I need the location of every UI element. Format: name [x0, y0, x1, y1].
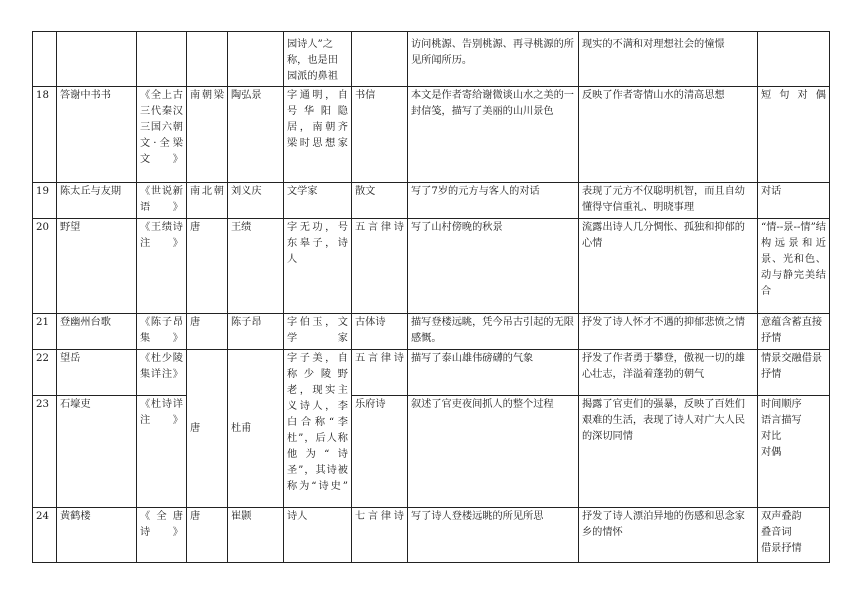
- cell-num: 20: [33, 219, 57, 314]
- cell-genre: 书信: [352, 87, 408, 183]
- cell-source: 《杜少陵集详注》: [137, 350, 187, 396]
- literature-table: [32, 31, 830, 563]
- cell-author-info: 字伯玉，文学家: [284, 314, 352, 350]
- cell-genre: 五言律诗: [352, 219, 408, 314]
- cell-source: 《世说新语》: [137, 183, 187, 219]
- cell-source: 《全上古三代秦汉三国六朝文·全梁文》: [137, 87, 187, 183]
- cell-dynasty: 唐: [187, 350, 228, 508]
- cell-author: [228, 32, 284, 87]
- table-row: [33, 183, 830, 219]
- cell-source: 《王绩诗注》: [137, 219, 187, 314]
- cell-author: 崔颢: [228, 508, 284, 563]
- table-row: [33, 87, 830, 183]
- cell-dynasty: 唐: [187, 219, 228, 314]
- cell-author-info: 字子美，自称少陵野老，现实主义诗人，李白合称“李杜”，后人称他为“诗圣”，其诗被称为“诗史”: [284, 350, 352, 508]
- table-row: [33, 219, 830, 314]
- cell-author: 陶弘景: [228, 87, 284, 183]
- cell-author-info: 字无功，号东皋子，诗人: [284, 219, 352, 314]
- cell-num: 19: [33, 183, 57, 219]
- cell-theme: 表现了元方不仅聪明机智，而且自幼懂得守信重礼、明晓事理: [579, 183, 758, 219]
- cell-content: 写了诗人登楼远眺的所见所思: [408, 508, 579, 563]
- cell-title: [57, 32, 137, 87]
- cell-title: 登幽州台歌: [57, 314, 137, 350]
- cell-num: 18: [33, 87, 57, 183]
- cell-content: 写了山村傍晚的秋景: [408, 219, 579, 314]
- cell-theme: 抒发了诗人怀才不遇的抑郁悲愤之情: [579, 314, 758, 350]
- cell-content: 描写登楼远眺，凭今吊古引起的无限感慨。: [408, 314, 579, 350]
- cell-author: 王绩: [228, 219, 284, 314]
- table-row: [33, 350, 830, 396]
- cell-genre: 乐府诗: [352, 396, 408, 508]
- cell-source: 《全唐诗》: [137, 508, 187, 563]
- cell-genre: 散文: [352, 183, 408, 219]
- cell-content: 描写了泰山雄伟磅礴的气象: [408, 350, 579, 396]
- cell-theme: 流露出诗人几分惆怅、孤独和抑郁的心情: [579, 219, 758, 314]
- cell-num: 24: [33, 508, 57, 563]
- cell-num: 21: [33, 314, 57, 350]
- cell-source: 《杜诗详注》: [137, 396, 187, 508]
- cell-dynasty: 唐: [187, 508, 228, 563]
- cell-author-info: 园诗人”之称，也是田园派的鼻祖: [284, 32, 352, 87]
- cell-num: 23: [33, 396, 57, 508]
- cell-technique: 情景交融借景抒情: [758, 350, 830, 396]
- cell-technique: 双声叠韵 叠音词 借景抒情: [758, 508, 830, 563]
- cell-technique: [758, 32, 830, 87]
- cell-technique: 意蕴含蓄直接抒情: [758, 314, 830, 350]
- cell-theme: 抒发了诗人漂泊异地的伤感和思念家乡的情怀: [579, 508, 758, 563]
- cell-title: 陈太丘与友期: [57, 183, 137, 219]
- table-row: [33, 508, 830, 563]
- cell-genre: [352, 32, 408, 87]
- cell-theme: 反映了作者寄情山水的清高思想: [579, 87, 758, 183]
- table-row: [33, 396, 830, 508]
- cell-dynasty: 唐: [187, 314, 228, 350]
- table-row: [33, 32, 830, 87]
- cell-technique: “情--景--情”结构远景和近景、光和色、动与静完美结合: [758, 219, 830, 314]
- cell-technique: 时间顺序 语言描写 对比 对偶: [758, 396, 830, 508]
- cell-author-info: 字通明，自号华阳隐居，南朝齐梁时思想家: [284, 87, 352, 183]
- cell-content: 本文是作者寄给谢微谈山水之美的一封信笺，描写了美丽的山川景色: [408, 87, 579, 183]
- cell-author: 陈子昂: [228, 314, 284, 350]
- cell-dynasty: 南北朝: [187, 183, 228, 219]
- cell-genre: 七言律诗: [352, 508, 408, 563]
- cell-source: 《陈子昂集》: [137, 314, 187, 350]
- cell-theme: 抒发了作者勇于攀登，傲视一切的雄心壮志，洋溢着蓬勃的朝气: [579, 350, 758, 396]
- cell-title: 野望: [57, 219, 137, 314]
- cell-content: 访问桃源、告别桃源、再寻桃源的所见所闻所历。: [408, 32, 579, 87]
- cell-title: 黄鹤楼: [57, 508, 137, 563]
- cell-num: [33, 32, 57, 87]
- cell-author-info: 诗人: [284, 508, 352, 563]
- table-row: [33, 314, 830, 350]
- cell-technique: 对话: [758, 183, 830, 219]
- cell-genre: 古体诗: [352, 314, 408, 350]
- cell-dynasty: 南朝梁: [187, 87, 228, 183]
- cell-theme: 现实的不满和对理想社会的憧憬: [579, 32, 758, 87]
- cell-author: 杜甫: [228, 350, 284, 508]
- cell-num: 22: [33, 350, 57, 396]
- cell-author: 刘义庆: [228, 183, 284, 219]
- cell-title: 答谢中书书: [57, 87, 137, 183]
- cell-title: 望岳: [57, 350, 137, 396]
- cell-genre: 五言律诗: [352, 350, 408, 396]
- cell-source: [137, 32, 187, 87]
- cell-title: 石壕吏: [57, 396, 137, 508]
- cell-content: 写了7岁的元方与客人的对话: [408, 183, 579, 219]
- cell-content: 叙述了官吏夜间抓人的整个过程: [408, 396, 579, 508]
- cell-theme: 揭露了官吏们的强暴，反映了百姓们艰难的生活，表现了诗人对广大人民的深切同情: [579, 396, 758, 508]
- cell-technique: 短句对偶: [758, 87, 830, 183]
- cell-dynasty: [187, 32, 228, 87]
- cell-author-info: 文学家: [284, 183, 352, 219]
